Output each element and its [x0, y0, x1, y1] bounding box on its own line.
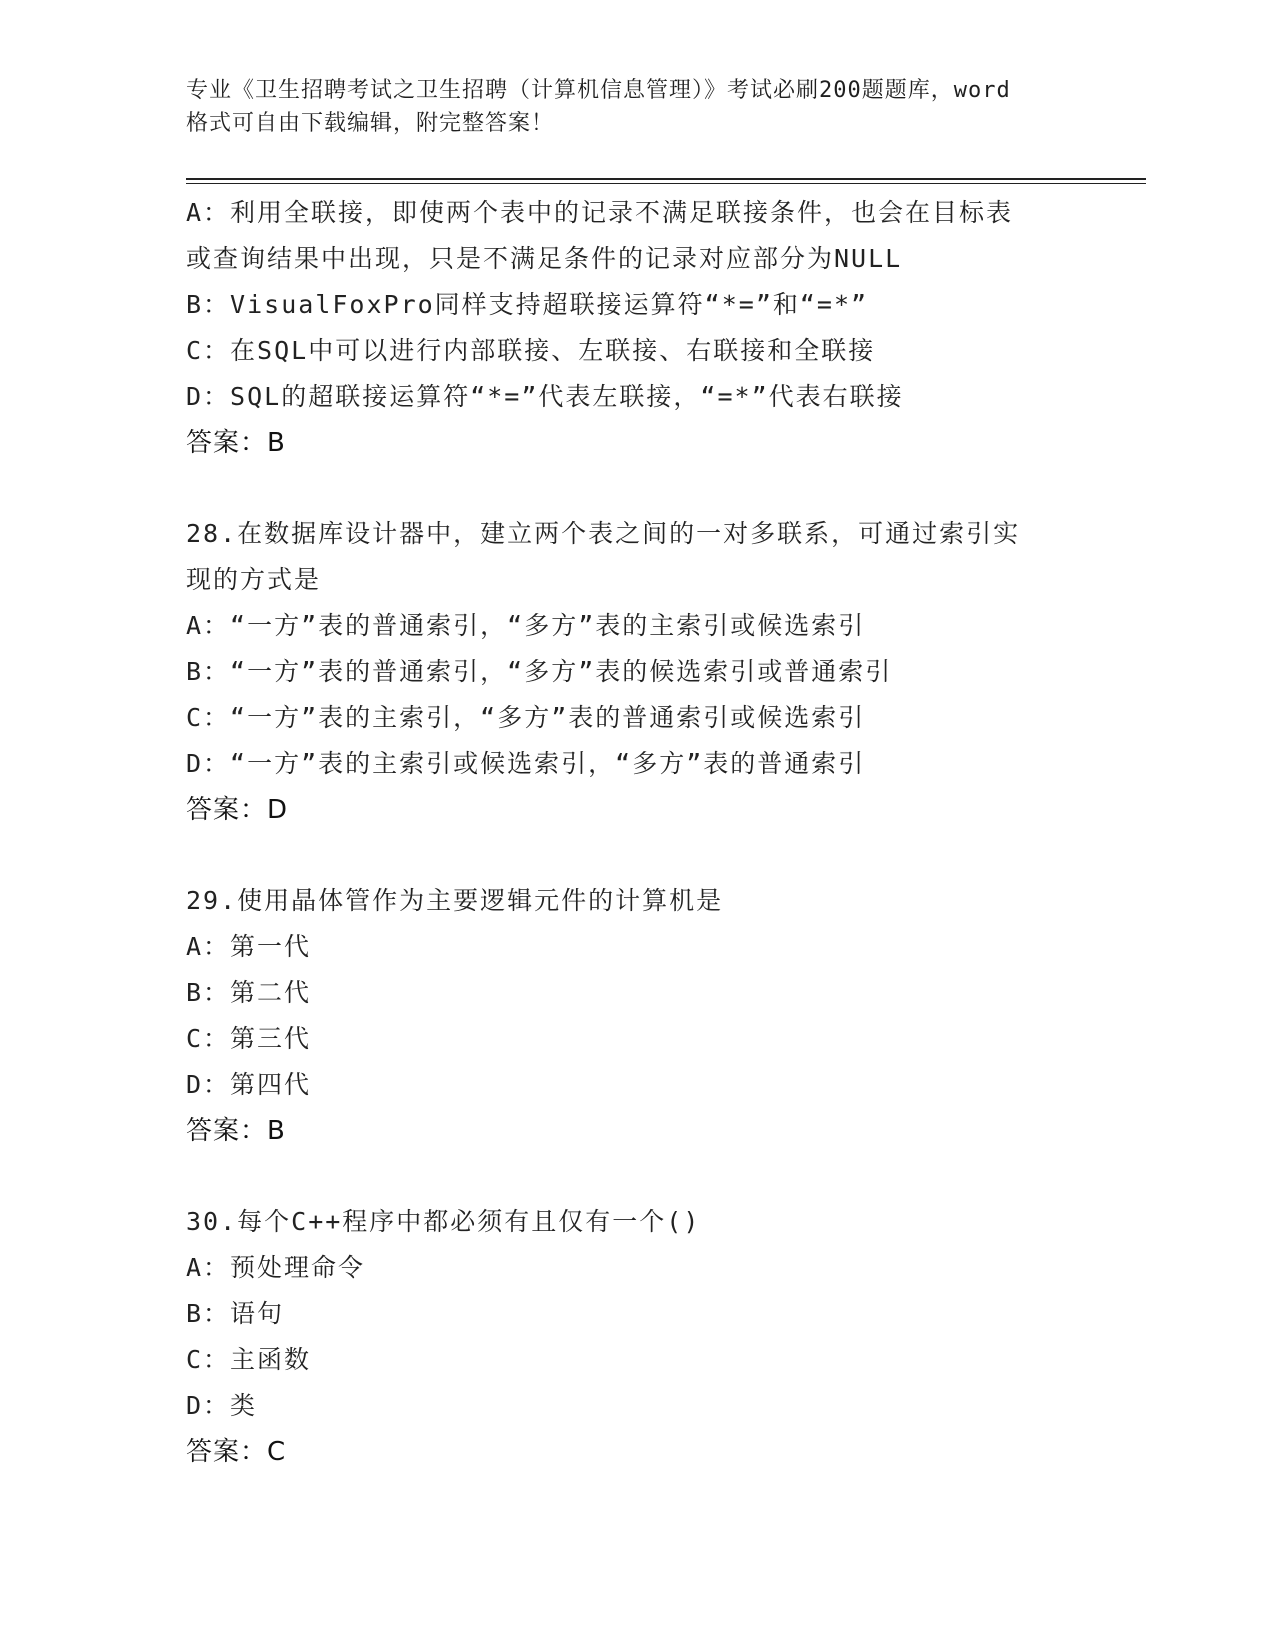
header-title-line-2: 格式可自由下载编辑，附完整答案！ — [186, 111, 555, 136]
question-29-option-b: B：第二代 — [186, 978, 312, 1007]
question-27-option-d: D：SQL的超联接运算符“*=”代表左联接，“=*”代表右联接 — [186, 382, 904, 411]
question-29-answer: 答案：B — [186, 1116, 286, 1146]
question-30-option-d: D：类 — [186, 1391, 258, 1420]
question-list — [186, 190, 1086, 1475]
question-28-option-d: D：“一方”表的主索引或候选索引，“多方”表的普通索引 — [186, 749, 866, 778]
spacer — [186, 833, 1086, 878]
question-27-option-a-line-1: A：利用全联接，即使两个表中的记录不满足联接条件，也会在目标表 — [186, 198, 1014, 227]
question-27-option-c: C：在SQL中可以进行内部联接、左联接、右联接和全联接 — [186, 336, 876, 365]
question-29-option-a: A：第一代 — [186, 932, 312, 961]
document-header — [186, 74, 1086, 140]
question-27-option-b: B：VisualFoxPro同样支持超联接运算符“*=”和“=*” — [186, 290, 869, 319]
question-30-stem: 30.每个C++程序中都必须有且仅有一个() — [186, 1207, 701, 1236]
spacer — [186, 466, 1086, 511]
question-28-option-a: A：“一方”表的普通索引，“多方”表的主索引或候选索引 — [186, 611, 866, 640]
question-28-block — [186, 511, 1086, 833]
question-30-option-a: A：预处理命令 — [186, 1253, 366, 1282]
question-28-answer: 答案：D — [186, 795, 289, 825]
question-28-option-b: B：“一方”表的普通索引，“多方”表的候选索引或普通索引 — [186, 657, 893, 686]
question-28-stem-line-2: 现的方式是 — [186, 565, 322, 594]
question-30-option-b: B：语句 — [186, 1299, 285, 1328]
question-30-answer: 答案：C — [186, 1437, 287, 1467]
question-29-stem: 29.使用晶体管作为主要逻辑元件的计算机是 — [186, 886, 724, 915]
header-title-line-1: 专业《卫生招聘考试之卫生招聘（计算机信息管理）》考试必刷200题题库，word — [186, 78, 1011, 103]
question-27-answer: 答案：B — [186, 428, 286, 458]
question-28-option-c: C：“一方”表的主索引，“多方”表的普通索引或候选索引 — [186, 703, 866, 732]
header-divider-thin — [186, 183, 1146, 184]
question-29-option-d: D：第四代 — [186, 1070, 312, 1099]
question-30-option-c: C：主函数 — [186, 1345, 312, 1374]
question-29-option-c: C：第三代 — [186, 1024, 312, 1053]
header-divider-thick — [186, 178, 1146, 180]
spacer — [186, 1154, 1086, 1199]
question-27-block — [186, 190, 1086, 466]
question-29-block — [186, 878, 1086, 1154]
question-27-option-a-line-2: 或查询结果中出现，只是不满足条件的记录对应部分为NULL — [186, 244, 903, 273]
question-30-block — [186, 1199, 1086, 1475]
question-28-stem-line-1: 28.在数据库设计器中，建立两个表之间的一对多联系，可通过索引实 — [186, 519, 1021, 548]
